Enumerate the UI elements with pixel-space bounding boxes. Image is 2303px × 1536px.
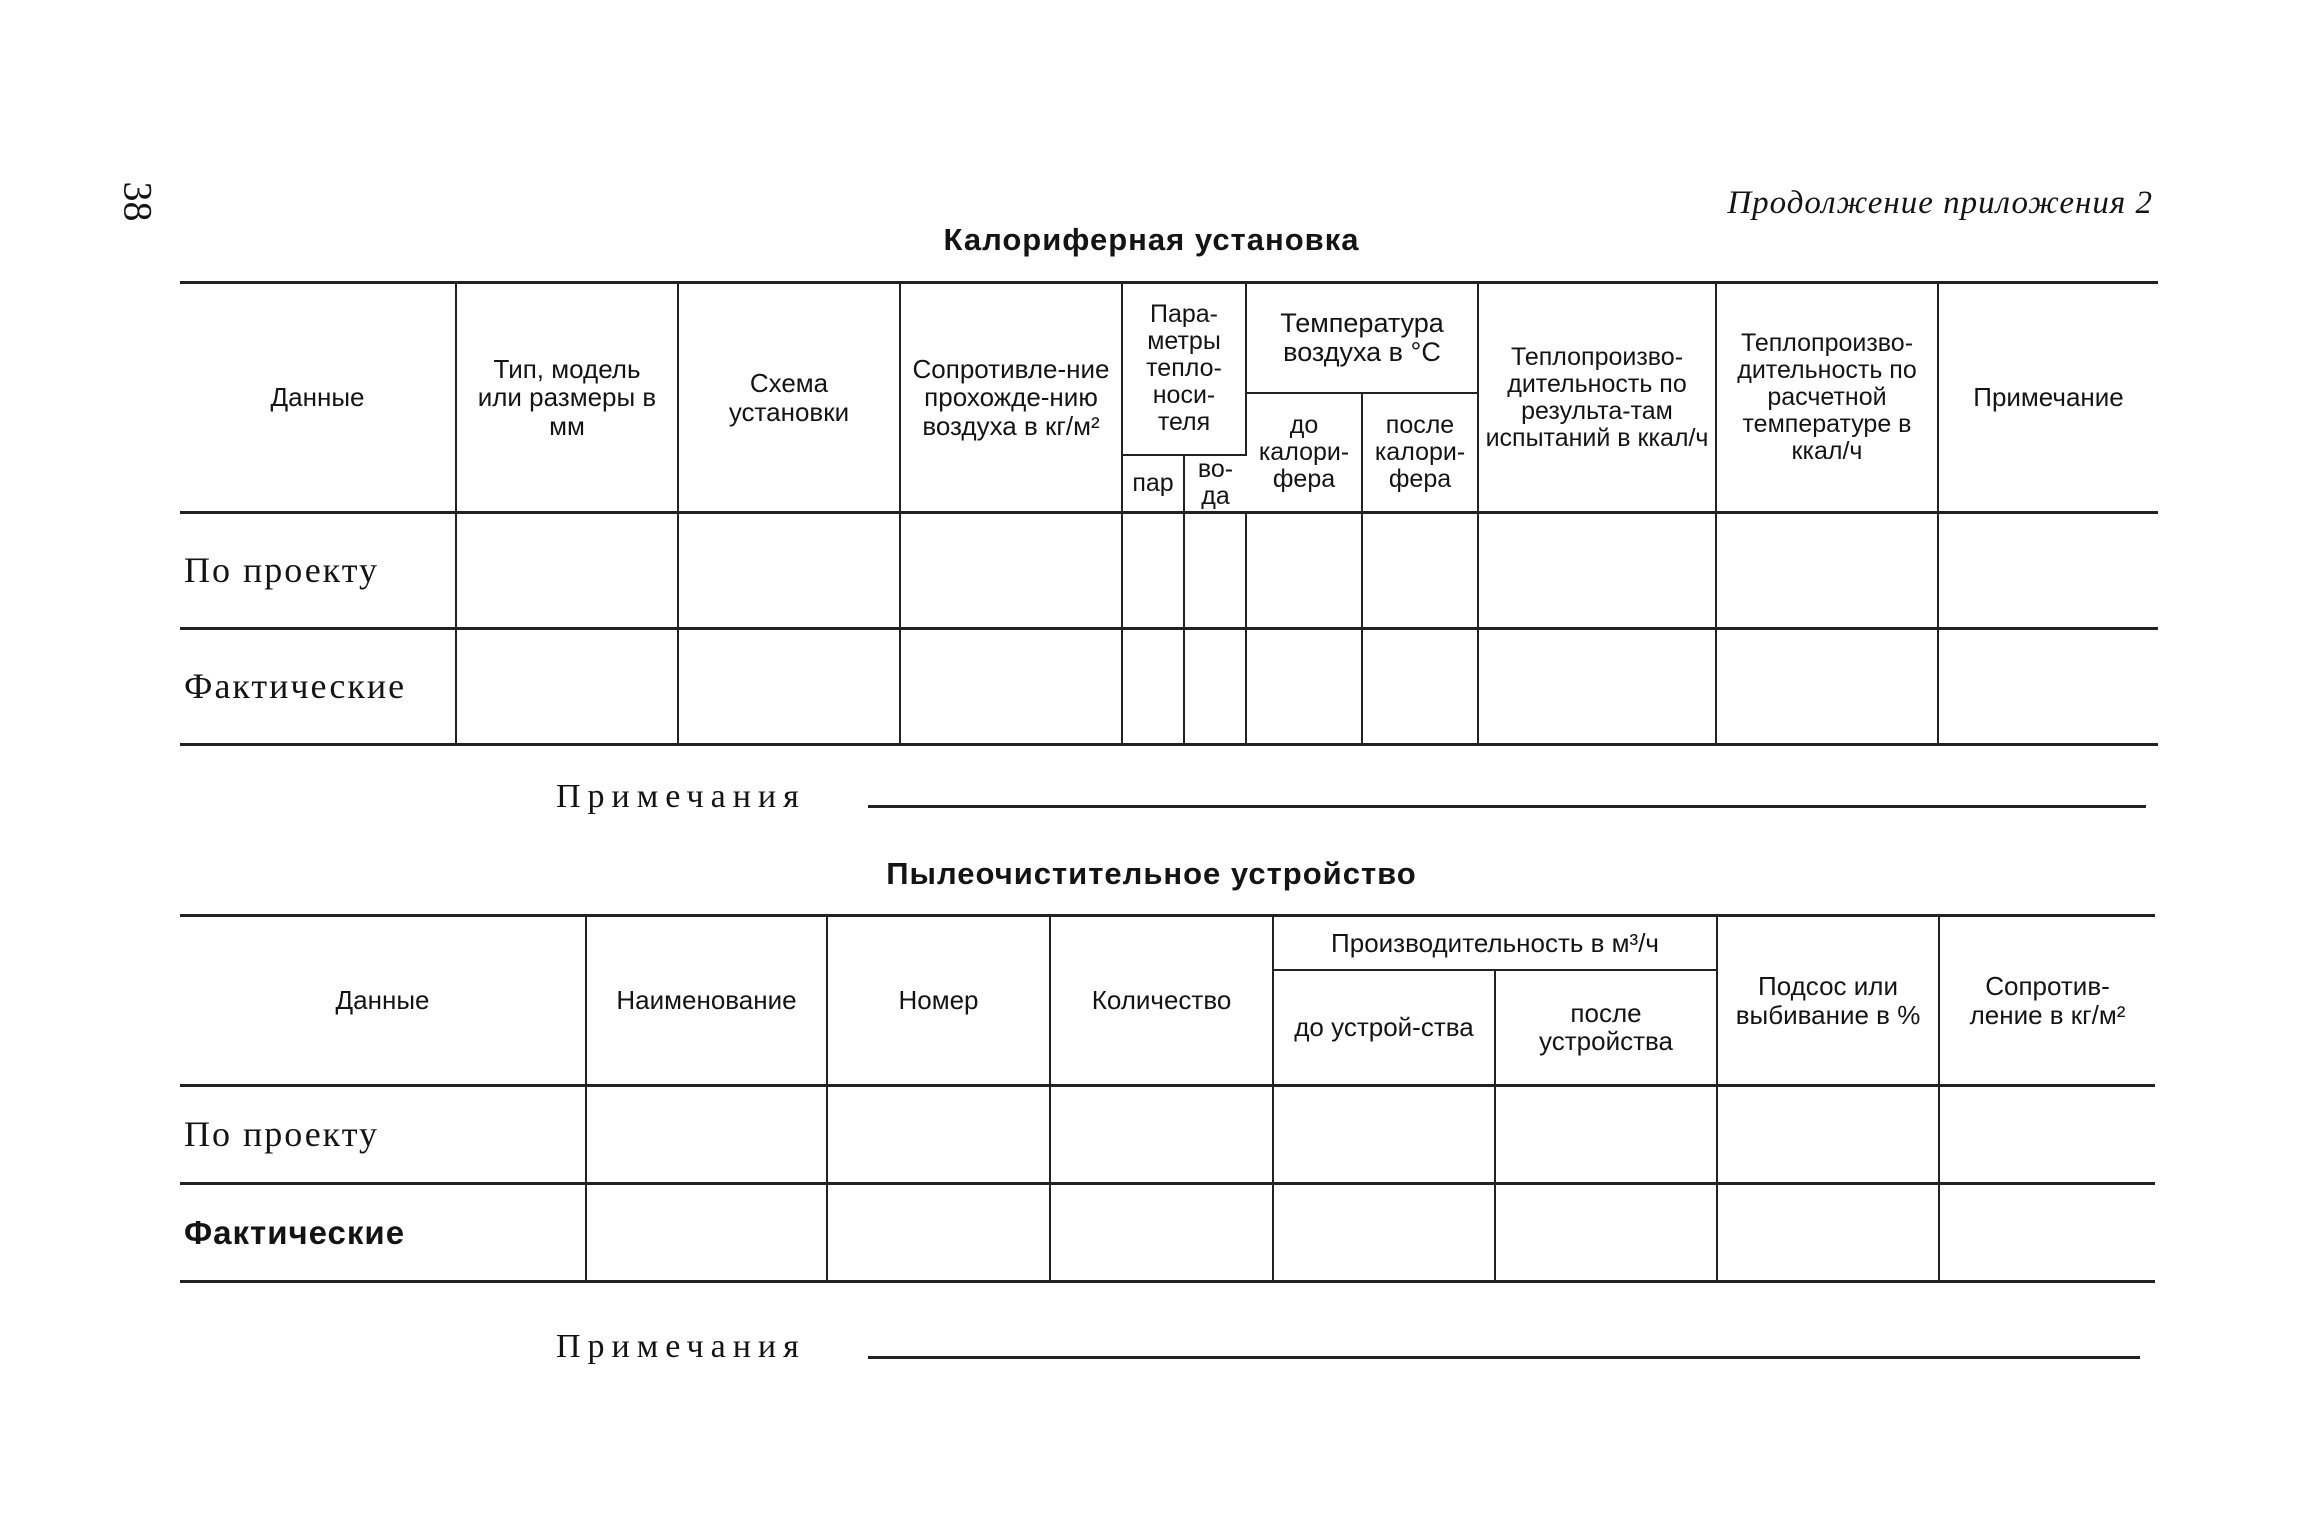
header-heat-calc: Теплопроизво-дительность по расчетной температуре в ккал/ч <box>1716 283 1938 513</box>
table-cell <box>1478 513 1716 629</box>
heater-table <box>180 281 2158 746</box>
table-cell <box>1273 1086 1495 1184</box>
table-cell <box>1273 1184 1495 1282</box>
table-cell <box>456 513 678 629</box>
section2-title: Пылеочистительное устройство <box>886 856 1417 891</box>
table-cell <box>1716 629 1938 745</box>
table-cell <box>1938 513 2158 629</box>
table-cell <box>1246 629 1362 745</box>
table-cell <box>678 629 900 745</box>
section1-notes-line <box>868 805 2146 808</box>
table-cell <box>1050 1086 1273 1184</box>
table-cell <box>1717 1184 1939 1282</box>
table-cell <box>827 1184 1050 1282</box>
table-cell <box>1122 629 1184 745</box>
header-params-water: во-да <box>1184 455 1246 513</box>
header-before: до устрой-ства <box>1273 970 1495 1086</box>
table-row <box>180 1184 2155 1282</box>
header-after: после устройства <box>1495 970 1717 1086</box>
header-params-steam: пар <box>1122 455 1184 513</box>
table-cell <box>1184 513 1246 629</box>
table-cell <box>1939 1184 2155 1282</box>
row-label-project: По проекту <box>180 1086 586 1184</box>
table-cell <box>586 1086 827 1184</box>
header-params: Пара-метры тепло-носи-теля <box>1122 283 1246 455</box>
table-cell <box>1716 513 1938 629</box>
section1-notes-label: Примечания <box>556 778 806 815</box>
table-cell <box>1478 629 1716 745</box>
table-row <box>180 629 2158 745</box>
header-temp: Температура воздуха в °С <box>1246 283 1478 393</box>
header-type: Тип, модель или размеры в мм <box>456 283 678 513</box>
header-resistance: Сопротив-ление в кг/м² <box>1939 916 2155 1086</box>
continuation-caption: Продолжение приложения 2 <box>1727 185 2153 221</box>
table-cell <box>827 1086 1050 1184</box>
header-name: Наименование <box>586 916 827 1086</box>
section2-notes-line <box>868 1356 2140 1359</box>
section2-notes-label: Примечания <box>556 1328 806 1365</box>
table-cell <box>1495 1184 1717 1282</box>
table-row <box>180 513 2158 629</box>
dust-table <box>180 914 2155 1283</box>
table-cell <box>1495 1086 1717 1184</box>
table-cell <box>456 629 678 745</box>
table-cell <box>1184 629 1246 745</box>
table-cell <box>1246 513 1362 629</box>
table-cell <box>1939 1086 2155 1184</box>
table-cell <box>1362 513 1478 629</box>
page-number: 38 <box>115 181 161 222</box>
table-cell <box>1717 1086 1939 1184</box>
header-heat-test: Теплопроизво-дительность по результа-там испытаний в ккал/ч <box>1478 283 1716 513</box>
table-cell <box>1938 629 2158 745</box>
table-cell <box>586 1184 827 1282</box>
table-cell <box>1122 513 1184 629</box>
header-suction: Подсос или выбивание в % <box>1717 916 1939 1086</box>
table-row <box>180 1086 2155 1184</box>
header-resistance: Сопротивле-ние прохожде-нию воздуха в кг/м² <box>900 283 1122 513</box>
row-label-actual: Фактические <box>180 1184 586 1282</box>
table-cell <box>678 513 900 629</box>
header-number: Номер <box>827 916 1050 1086</box>
header-note: Примечание <box>1938 283 2158 513</box>
table-cell <box>1050 1184 1273 1282</box>
header-data: Данные <box>180 283 456 513</box>
row-label-actual: Фактические <box>180 629 456 745</box>
table-cell <box>900 629 1122 745</box>
row-label-project: По проекту <box>180 513 456 629</box>
header-quantity: Количество <box>1050 916 1273 1086</box>
section1-title: Калориферная установка <box>943 222 1360 257</box>
header-temp-after: после калори-фера <box>1362 393 1478 513</box>
header-scheme: Схема установки <box>678 283 900 513</box>
header-data: Данные <box>180 916 586 1086</box>
table-cell <box>1362 629 1478 745</box>
header-capacity: Производительность в м³/ч <box>1273 916 1717 970</box>
table-cell <box>900 513 1122 629</box>
header-temp-before: до калори-фера <box>1246 393 1362 513</box>
